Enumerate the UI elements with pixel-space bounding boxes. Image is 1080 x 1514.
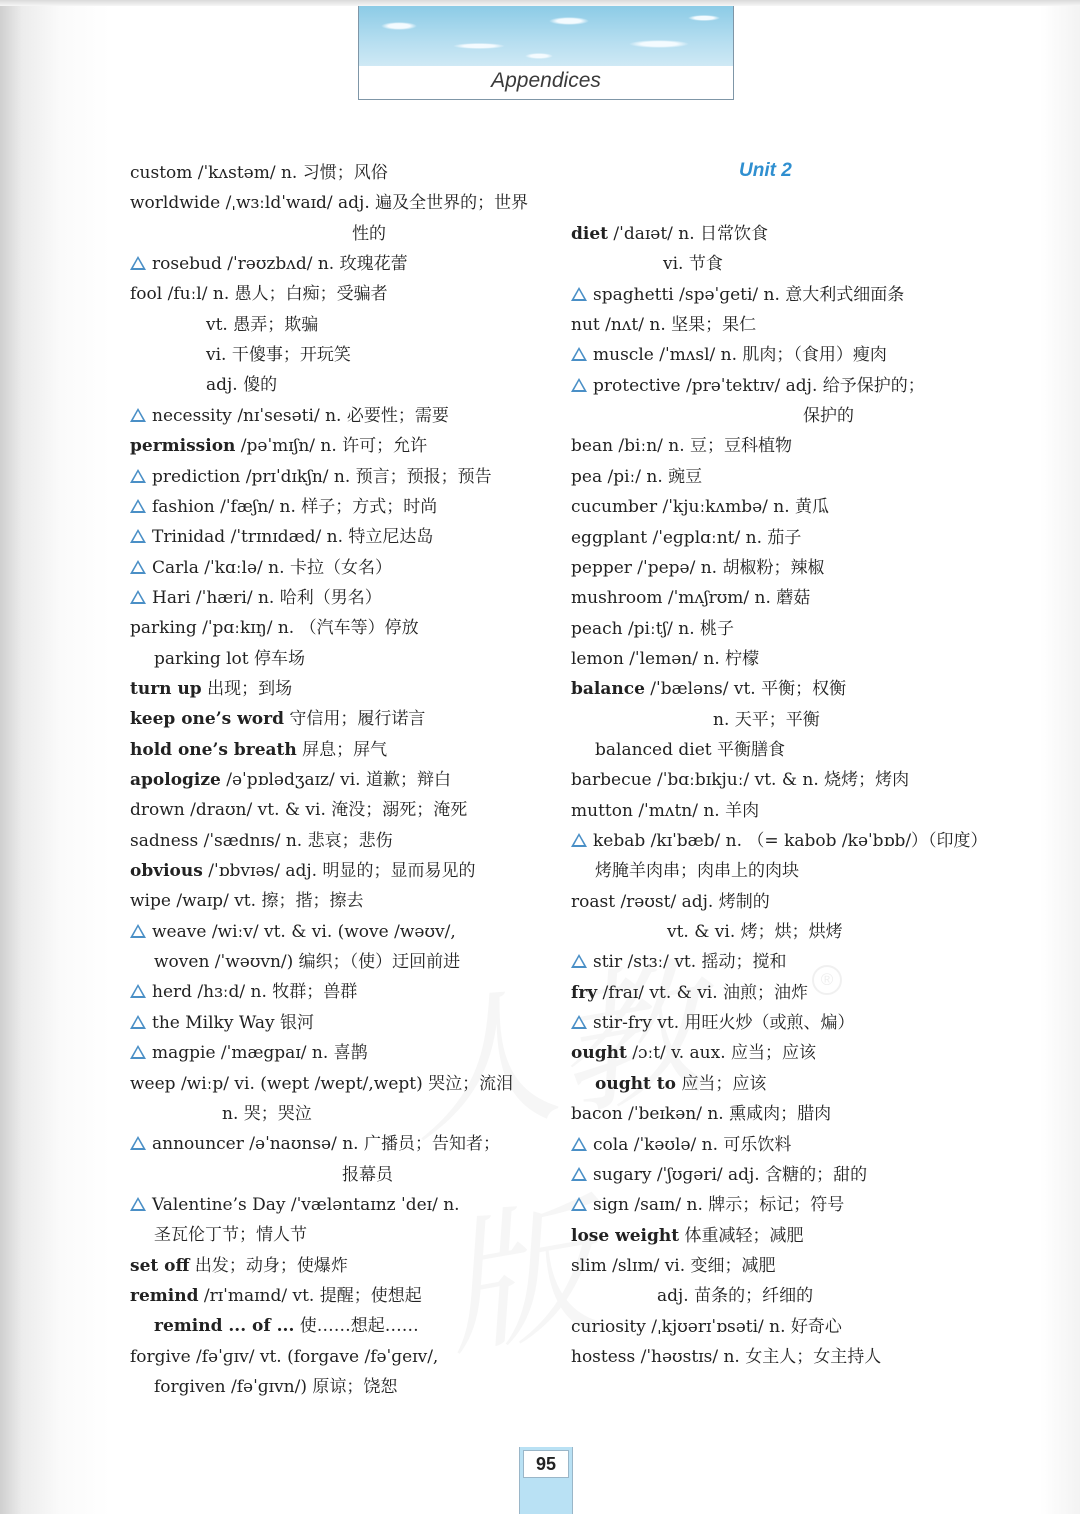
left-entry [342, 1162, 393, 1188]
page-number-tab [519, 1447, 573, 1514]
entry-text: the Milky Way 银河 [152, 1012, 314, 1033]
right-entry [571, 1010, 855, 1036]
entry-text: worldwide /ˌwɜːldˈwaɪd/ adj. 遍及全世界的；世界 [130, 193, 529, 214]
entry-text: forgive /fəˈɡɪv/ vt. (forgave /fəˈɡeɪv/, [130, 1346, 439, 1367]
right-entry [803, 403, 854, 429]
triangle-marker-icon [130, 469, 146, 483]
entry-text: rosebud /ˈrəʊzbʌd/ n. 玫瑰花蕾 [152, 254, 408, 275]
entry-text: balanced diet 平衡膳食 [595, 739, 786, 760]
entry-text: vt. & vi. 烤；烘；烘烤 [667, 922, 843, 943]
entry-text: 出现；到场 [201, 678, 293, 699]
left-entry [130, 494, 437, 520]
right-entry [571, 312, 756, 338]
entry-text: magpie /ˈmægpaɪ/ n. 喜鹊 [152, 1043, 368, 1064]
headword: balance [571, 679, 645, 700]
right-entry [657, 1283, 813, 1309]
left-entry [130, 737, 387, 763]
entry-text: woven /ˈwəʊvn/) 编织；（使）迂回前进 [154, 952, 461, 973]
right-entry [571, 1314, 842, 1340]
left-entry [130, 706, 425, 732]
entry-text: sadness /ˈsædnɪs/ n. 悲哀；悲伤 [130, 830, 393, 851]
entry-text: n. 哭；哭泣 [222, 1103, 312, 1124]
entry-text: sugary /ˈʃʊɡəri/ adj. 含糖的；甜的 [593, 1164, 868, 1185]
entry-text: fashion /ˈfæʃn/ n. 样子；方式；时尚 [152, 496, 438, 517]
right-entry [571, 980, 808, 1006]
triangle-marker-icon [130, 924, 146, 938]
headword: remind ... of ... [154, 1316, 295, 1337]
right-entry [595, 858, 799, 884]
triangle-marker-icon [130, 984, 146, 998]
left-entry [130, 1344, 438, 1370]
headword: fry [571, 982, 598, 1003]
headword: set off [130, 1255, 190, 1276]
triangle-marker-icon [130, 408, 146, 422]
left-entry [130, 524, 433, 550]
entry-text: 守信用；履行诺言 [283, 709, 426, 730]
right-entry [571, 1162, 867, 1188]
left-entry [130, 828, 393, 854]
triangle-marker-icon [130, 529, 146, 543]
entry-text: 圣瓦伦丁节；情人节 [154, 1225, 307, 1246]
entry-text: necessity /nɪˈsesəti/ n. 必要性；需要 [152, 405, 449, 426]
entry-text: 屏息；屏气 [296, 739, 388, 760]
left-entry [130, 919, 456, 945]
entry-text: Hari /ˈhæri/ n. 哈利（男名） [152, 587, 382, 608]
entry-text: /ˈbæləns/ vt. 平衡；权衡 [644, 679, 847, 700]
triangle-marker-icon [130, 590, 146, 604]
triangle-marker-icon [571, 287, 587, 301]
entry-text: 应当；应该 [675, 1073, 767, 1094]
left-entry [130, 615, 419, 641]
right-entry [571, 494, 829, 520]
left-entry [130, 858, 475, 884]
left-entry [206, 342, 351, 368]
entry-text: mushroom /ˈmʌʃrʊm/ n. 蘑菇 [571, 588, 811, 609]
left-entry [130, 1131, 500, 1157]
entry-text: drown /draʊn/ vt. & vi. 淹没；溺死；淹死 [130, 800, 468, 821]
right-entry [571, 1253, 776, 1279]
right-entry [571, 342, 887, 368]
right-entry [571, 798, 759, 824]
left-entry [130, 797, 467, 823]
entry-text: adj. 傻的 [206, 375, 278, 396]
headword: keep one’s word [130, 709, 284, 730]
right-entry [571, 1101, 831, 1127]
left-entry [130, 1253, 348, 1279]
entry-text: barbecue /ˈbɑːbɪkjuː/ vt. & n. 烧烤；烤肉 [571, 770, 910, 791]
entry-text: lemon /ˈlemən/ n. 柠檬 [571, 648, 760, 669]
entry-text: pepper /ˈpepə/ n. 胡椒粉；辣椒 [571, 557, 825, 578]
headword: ought [571, 1043, 627, 1064]
right-entry [571, 889, 770, 915]
entry-text: vt. 愚弄；欺骗 [206, 314, 319, 335]
page-number: 95 [523, 1450, 569, 1478]
right-entry [571, 646, 759, 672]
triangle-marker-icon [571, 1167, 587, 1181]
right-entry [571, 1223, 804, 1249]
entry-text: protective /prəˈtektɪv/ adj. 给予保护的； [593, 375, 925, 396]
entry-text: stir-fry vt. 用旺火炒（或煎、煸） [593, 1013, 855, 1034]
right-entry [571, 1132, 791, 1158]
entry-text: /ˈdaɪət/ n. 日常饮食 [608, 224, 769, 244]
right-entry [663, 251, 723, 277]
triangle-marker-icon [571, 378, 587, 392]
entry-text: parking /ˈpɑːkɪŋ/ n. （汽车等）停放 [130, 618, 419, 639]
right-entry [595, 1071, 766, 1097]
triangle-marker-icon [571, 833, 587, 847]
entry-text: vi. 节食 [663, 254, 723, 275]
entry-text: /ɔːt/ v. aux. 应当；应该 [626, 1043, 817, 1064]
entry-text: 体重减轻；减肥 [679, 1225, 804, 1246]
entry-text: stir /stɜː/ vt. 摇动；搅和 [593, 952, 787, 973]
entry-text: Valentine’s Day /ˈvæləntaɪnz ˈdeɪ/ n. [152, 1194, 460, 1215]
entry-text: eggplant /ˈeɡplɑːnt/ n. 茄子 [571, 527, 802, 548]
entry-text: /fraɪ/ vt. & vi. 油煎；油炸 [597, 982, 809, 1003]
headword: ought to [595, 1073, 676, 1094]
left-entry [130, 767, 451, 793]
right-entry [571, 585, 810, 611]
entry-text: 报幕员 [342, 1164, 393, 1185]
entry-text: /rɪˈmaɪnd/ vt. 提醒；使想起 [198, 1285, 422, 1306]
left-entry [130, 1010, 314, 1036]
left-entry [130, 190, 528, 216]
left-entry [130, 979, 357, 1005]
entry-text: curiosity /ˌkjʊərɪˈɒsəti/ n. 好奇心 [571, 1316, 842, 1337]
entry-text: nut /nʌt/ n. 坚果；果仁 [571, 315, 757, 336]
right-entry [571, 1192, 844, 1218]
triangle-marker-icon [130, 1197, 146, 1211]
left-entry [154, 1313, 419, 1339]
headword: apologize [130, 770, 221, 790]
entry-text: weave /wiːv/ vt. & vi. (wove /wəʊv/, [152, 921, 456, 942]
headword: hold one’s breath [130, 739, 297, 760]
left-entry [130, 888, 363, 914]
entry-text: cola /ˈkəʊlə/ n. 可乐饮料 [593, 1134, 792, 1155]
entry-text: /əˈpɒlədʒaɪz/ vi. 道歉；辩白 [220, 770, 451, 790]
left-entry [130, 464, 492, 490]
triangle-marker-icon [571, 1015, 587, 1029]
triangle-marker-icon [130, 1015, 146, 1029]
headword: turn up [130, 678, 202, 699]
left-entry [154, 646, 305, 672]
right-entry [571, 767, 909, 793]
left-entry [130, 585, 382, 611]
entry-text: herd /hɜːd/ n. 牧群；兽群 [152, 982, 358, 1003]
entry-text: bacon /ˈbeɪkən/ n. 熏咸肉；腊肉 [571, 1104, 832, 1125]
entry-text: 性的 [352, 223, 386, 244]
left-entry [130, 403, 449, 429]
entry-text: 出发；动身；使爆炸 [189, 1255, 348, 1276]
right-entry [571, 828, 988, 854]
right-entry [571, 221, 768, 247]
left-entry [130, 251, 408, 277]
entry-text: hostess /ˈhəʊstɪs/ n. 女主人；女主持人 [571, 1346, 882, 1367]
entry-text: fool /fuːl/ n. 愚人；白痴；受骗者 [130, 284, 388, 305]
left-entry [206, 372, 277, 398]
right-entry [571, 555, 824, 581]
entry-text: spaghetti /spəˈɡeti/ n. 意大利式细面条 [593, 284, 905, 305]
triangle-marker-icon [130, 499, 146, 513]
headword: permission [130, 436, 236, 457]
entry-text: sign /saɪn/ n. 牌示；标记；符号 [593, 1195, 845, 1216]
triangle-marker-icon [130, 1045, 146, 1059]
entry-text: /ˈɒbvɪəs/ adj. 明显的；显而易见的 [202, 861, 476, 882]
entry-text: mutton /ˈmʌtn/ n. 羊肉 [571, 800, 760, 821]
header-title: Appendices [491, 69, 601, 92]
left-entry [130, 433, 427, 459]
left-entry [352, 221, 386, 247]
entry-text: roast /rəʊst/ adj. 烤制的 [571, 891, 770, 912]
right-entry [667, 919, 843, 945]
headword: diet [571, 224, 609, 244]
entry-text: pea /piː/ n. 豌豆 [571, 466, 703, 487]
left-entry [154, 1222, 307, 1248]
right-entry [571, 433, 792, 459]
right-entry [571, 525, 801, 551]
left-entry [130, 676, 292, 702]
right-entry [571, 282, 904, 308]
headword: lose weight [571, 1225, 680, 1246]
right-entry [571, 676, 846, 702]
left-entry [130, 281, 388, 307]
entry-text: announcer /əˈnaʊnsə/ n. 广播员；告知者； [152, 1134, 500, 1155]
entry-text: 烤腌羊肉串；肉串上的肉块 [595, 861, 799, 882]
right-entry [571, 373, 925, 399]
appendices-header [358, 6, 734, 100]
entry-text: /pəˈmɪʃn/ n. 许可；允许 [235, 436, 428, 457]
unit-heading: Unit 2 [739, 160, 792, 181]
triangle-marker-icon [571, 1197, 587, 1211]
left-entry [130, 1283, 422, 1309]
right-entry [571, 616, 734, 642]
left-entry [154, 949, 460, 975]
right-entry [713, 707, 820, 733]
entry-text: kebab /kɪˈbæb/ n. （= kabob /kəˈbɒb/）（印度） [593, 831, 988, 851]
left-entry [130, 160, 388, 186]
right-entry [571, 949, 787, 975]
entry-text: bean /biːn/ n. 豆；豆科植物 [571, 436, 793, 457]
left-entry [130, 1071, 513, 1097]
entry-text: peach /piːtʃ/ n. 桃子 [571, 618, 735, 639]
left-entry [130, 555, 392, 581]
entry-text: slim /slɪm/ vi. 变细；减肥 [571, 1255, 776, 1276]
triangle-marker-icon [571, 347, 587, 361]
headword: obvious [130, 861, 203, 882]
registered-mark-icon: ® [812, 965, 842, 995]
entry-text: vi. 干傻事；开玩笑 [206, 345, 351, 366]
entry-text: n. 天平；平衡 [713, 709, 820, 730]
entry-text: forgiven /fəˈɡɪvn/) 原谅；饶恕 [154, 1377, 398, 1397]
entry-text: custom /ˈkʌstəm/ n. 习惯；风俗 [130, 163, 388, 183]
right-entry [571, 1040, 816, 1066]
right-entry [571, 464, 702, 490]
headword: remind [130, 1285, 199, 1306]
left-entry [130, 1192, 460, 1218]
entry-text: Carla /ˈkɑːlə/ n. 卡拉（女名） [152, 557, 392, 578]
entry-text: parking lot 停车场 [154, 648, 306, 669]
entry-text: cucumber /ˈkjuːkʌmbə/ n. 黄瓜 [571, 497, 830, 518]
entry-text: Trinidad /ˈtrɪnɪdæd/ n. 特立尼达岛 [152, 527, 434, 548]
entry-text: 使……想起…… [294, 1316, 419, 1337]
triangle-marker-icon [571, 954, 587, 968]
entry-text: muscle /ˈmʌsl/ n. 肌肉；（食用）瘦肉 [593, 345, 887, 366]
left-entry [222, 1101, 312, 1127]
entry-text: prediction /prɪˈdɪkʃn/ n. 预言；预报；预告 [152, 466, 492, 487]
triangle-marker-icon [130, 1136, 146, 1150]
entry-text: weep /wiːp/ vi. (wept /wept/,wept) 哭泣；流泪 [130, 1073, 514, 1094]
triangle-marker-icon [130, 256, 146, 270]
right-entry [595, 737, 785, 763]
entry-text: wipe /waɪp/ vt. 擦；揩；擦去 [130, 891, 364, 912]
left-entry [130, 1040, 368, 1066]
right-entry [571, 1344, 881, 1370]
entry-text: 保护的 [803, 406, 854, 427]
header-water-image [359, 6, 733, 66]
triangle-marker-icon [130, 560, 146, 574]
left-entry [206, 312, 318, 338]
left-entry [154, 1374, 397, 1400]
entry-text: adj. 苗条的；纤细的 [657, 1286, 814, 1307]
triangle-marker-icon [571, 1137, 587, 1151]
